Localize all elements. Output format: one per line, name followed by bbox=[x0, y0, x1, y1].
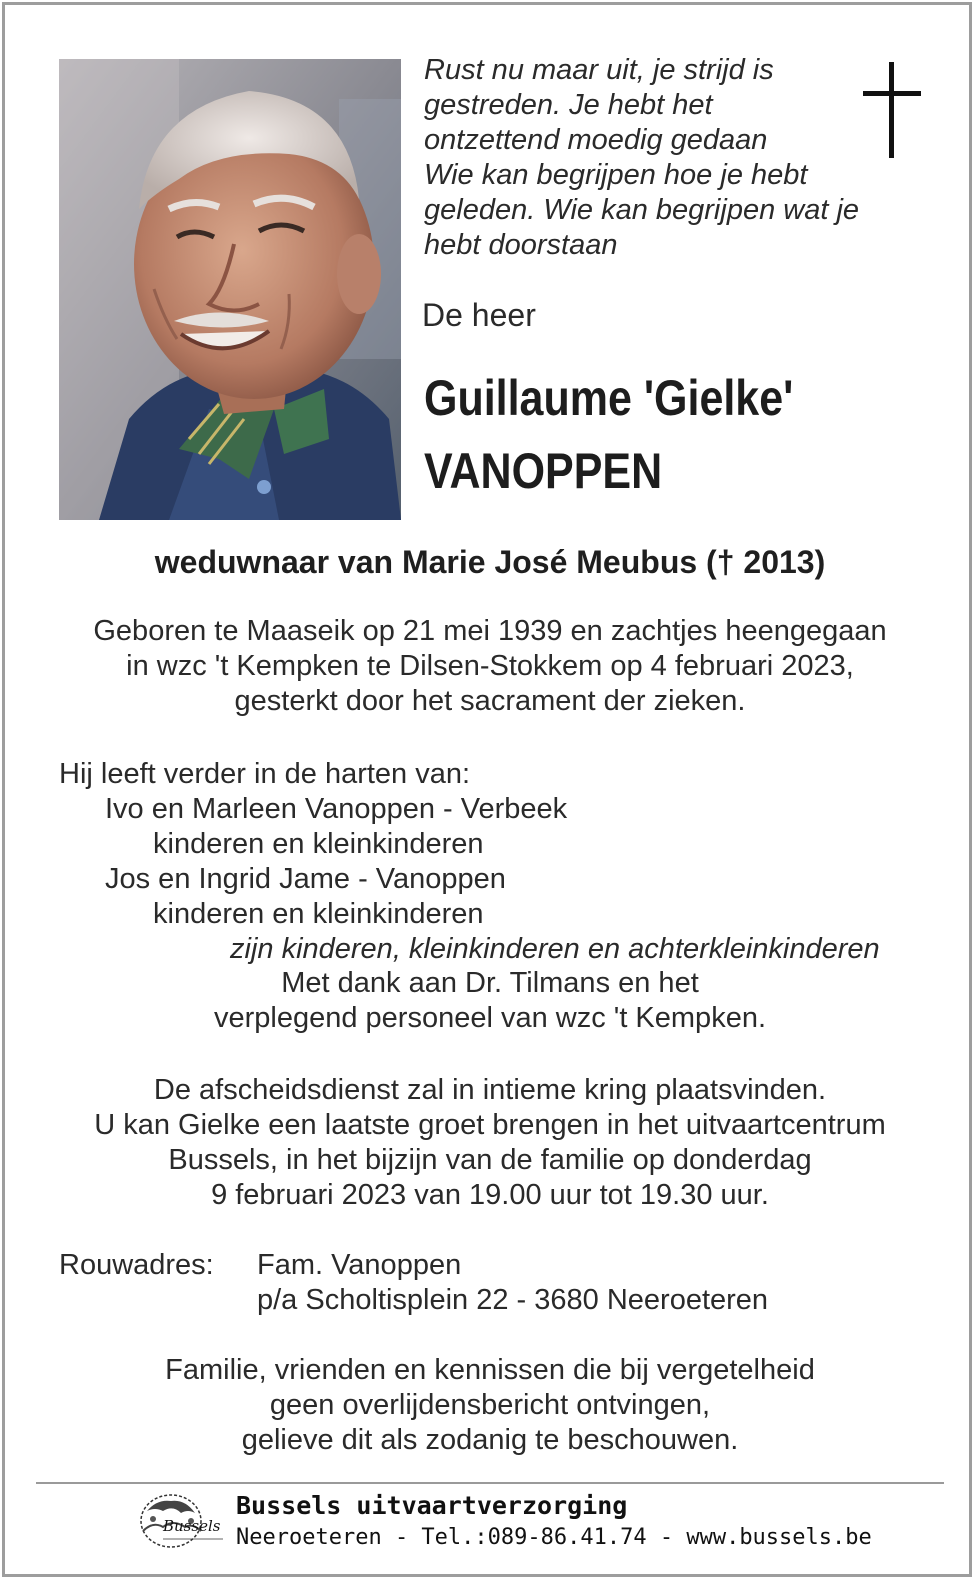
detail-line: Geboren te Maaseik op 21 mei 1939 en zachtjes heengegaan bbox=[93, 615, 887, 647]
funeral-home-name: Bussels uitvaartverzorging bbox=[236, 1491, 628, 1520]
survivors-all: zijn kinderen, kleinkinderen en achterkleinkinderen bbox=[230, 933, 880, 965]
logo-wordmark: Bussels bbox=[163, 1517, 221, 1535]
poem-line: hebt doorstaan bbox=[424, 229, 618, 261]
notice-line: geen overlijdensbericht ontvingen, bbox=[269, 1389, 711, 1421]
survivor-family-sub: kinderen en kleinkinderen bbox=[153, 898, 484, 930]
deceased-name bbox=[424, 362, 793, 508]
deceased-name-last: VANOPPEN bbox=[424, 443, 663, 499]
service-line: Bussels, in het bijzijn van de familie op donderdag bbox=[168, 1144, 812, 1176]
notice-line: Familie, vrienden en kennissen die bij vergetelheid bbox=[165, 1354, 815, 1386]
address-line: p/a Scholtisplein 22 - 3680 Neeroeteren bbox=[257, 1284, 769, 1316]
poem-line: Wie kan begrijpen hoe je hebt bbox=[424, 159, 808, 191]
survivors-intro: Hij leeft verder in de harten van: bbox=[59, 758, 471, 790]
thanks-line: Met dank aan Dr. Tilmans en het bbox=[281, 967, 699, 999]
memorial-poem bbox=[424, 53, 894, 263]
cross-icon bbox=[863, 62, 921, 158]
service-info bbox=[0, 1073, 980, 1213]
honorific: De heer bbox=[422, 297, 536, 333]
survivor-family: Ivo en Marleen Vanoppen - Verbeek bbox=[105, 793, 568, 825]
funeral-home-logo bbox=[133, 1491, 225, 1553]
service-line: U kan Gielke een laatste groet brengen in het uitvaartcentrum bbox=[94, 1109, 886, 1141]
notice bbox=[0, 1353, 980, 1458]
address-line: Fam. Vanoppen bbox=[257, 1249, 462, 1281]
notice-line: gelieve dit als zodanig te beschouwen. bbox=[241, 1424, 739, 1456]
thanks bbox=[0, 966, 980, 1036]
detail-line: gesterkt door het sacrament der zieken. bbox=[234, 685, 746, 717]
poem-line: ontzettend moedig gedaan bbox=[424, 124, 768, 156]
poem-line: geleden. Wie kan begrijpen wat je bbox=[424, 194, 860, 226]
widower-line: weduwnaar van Marie José Meubus († 2013) bbox=[154, 544, 826, 580]
service-line: De afscheidsdienst zal in intieme kring plaatsvinden. bbox=[153, 1074, 827, 1106]
poem-line: gestreden. Je hebt het bbox=[424, 89, 713, 121]
address-label: Rouwadres: bbox=[59, 1249, 214, 1281]
service-line: 9 februari 2023 van 19.00 uur tot 19.30 uur. bbox=[211, 1179, 769, 1211]
deceased-name-first: Guillaume 'Gielke' bbox=[424, 370, 794, 426]
funeral-home-contact: Neeroeteren - Tel.:089-86.41.74 - www.bussels.be bbox=[236, 1525, 872, 1550]
poem-line: Rust nu maar uit, je strijd is bbox=[424, 54, 774, 86]
survivor-family-sub: kinderen en kleinkinderen bbox=[153, 828, 484, 860]
footer-divider bbox=[36, 1482, 944, 1484]
birth-death-details bbox=[0, 614, 980, 719]
survivor-family: Jos en Ingrid Jame - Vanoppen bbox=[105, 863, 506, 895]
thanks-line: verplegend personeel van wzc 't Kempken. bbox=[213, 1002, 767, 1034]
detail-line: in wzc 't Kempken te Dilsen-Stokkem op 4 februari 2023, bbox=[126, 650, 854, 682]
portrait-photo bbox=[59, 59, 401, 520]
